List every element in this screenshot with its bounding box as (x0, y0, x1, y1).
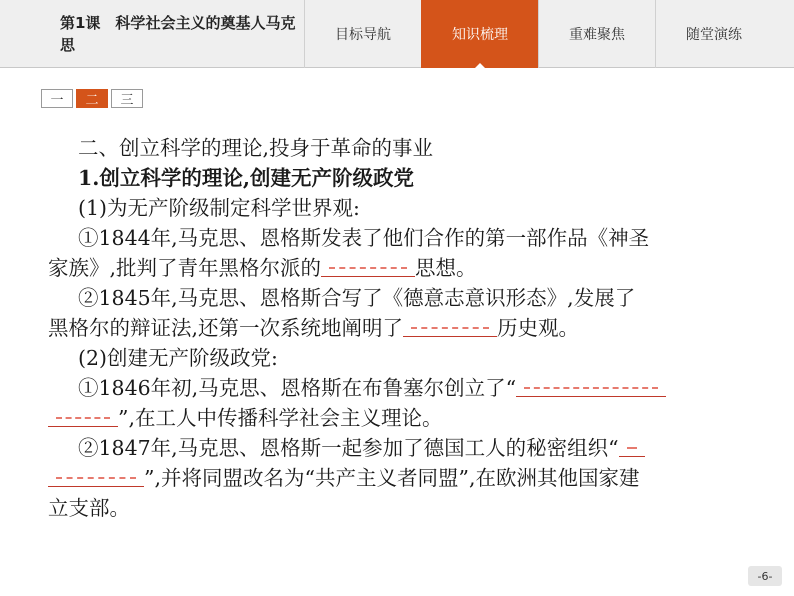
item2-line-b: 黑格尔的辩证法,还第一次系统地阐明了 历史观。 (48, 316, 580, 340)
fill-blank-4a[interactable] (619, 434, 645, 457)
part1-title: (1)为无产阶级制定科学世界观: (78, 196, 360, 220)
fill-blank-4b[interactable] (48, 464, 144, 487)
header-bar (0, 0, 794, 68)
section-button-3[interactable]: 三 (111, 89, 143, 108)
section-button-1[interactable]: 一 (41, 89, 73, 108)
item4-line-a: ②1847年,马克思、恩格斯一起参加了德国工人的秘密组织“ (48, 433, 748, 463)
lesson-title: 第1课 科学社会主义的奠基人马克思 (60, 14, 296, 54)
page-number: -6- (748, 566, 782, 586)
tab-goal-navigation[interactable]: 目标导航 (304, 0, 421, 68)
section-heading: 二、创立科学的理论,投身于革命的事业 (78, 136, 434, 160)
tab-practice[interactable]: 随堂演练 (655, 0, 772, 68)
fill-blank-3b[interactable] (48, 404, 118, 427)
item3-line-a: ①1846年初,马克思、恩格斯在布鲁塞尔创立了“ (48, 373, 748, 403)
item1-line-a: ①1844年,马克思、恩格斯发表了他们合作的第一部作品《神圣 (78, 226, 650, 250)
part2-title: (2)创建无产阶级政党: (78, 346, 278, 370)
section-switcher (41, 89, 143, 108)
section-button-2[interactable]: 二 (76, 89, 108, 108)
nav-tabs (304, 0, 772, 68)
sub-heading: 1.创立科学的理论,创建无产阶级政党 (78, 166, 415, 190)
fill-blank-3a[interactable] (516, 374, 666, 397)
item2-line-a: ②1845年,马克思、恩格斯合写了《德意志意识形态》,发展了 (78, 286, 636, 310)
tab-knowledge-review[interactable]: 知识梳理 (421, 0, 538, 68)
item4-line-c: 立支部。 (48, 496, 130, 520)
tab-key-points[interactable]: 重难聚焦 (538, 0, 655, 68)
item4-line-b: ”,并将同盟改名为“共产主义者同盟”,在欧洲其他国家建 (48, 463, 748, 493)
item1-line-b: 家族》,批判了青年黑格尔派的 思想。 (48, 256, 477, 280)
item3-line-b: ”,在工人中传播科学社会主义理论。 (48, 403, 748, 433)
fill-blank-2[interactable] (403, 314, 497, 337)
fill-blank-1[interactable] (321, 254, 415, 277)
lesson-content (48, 133, 748, 523)
